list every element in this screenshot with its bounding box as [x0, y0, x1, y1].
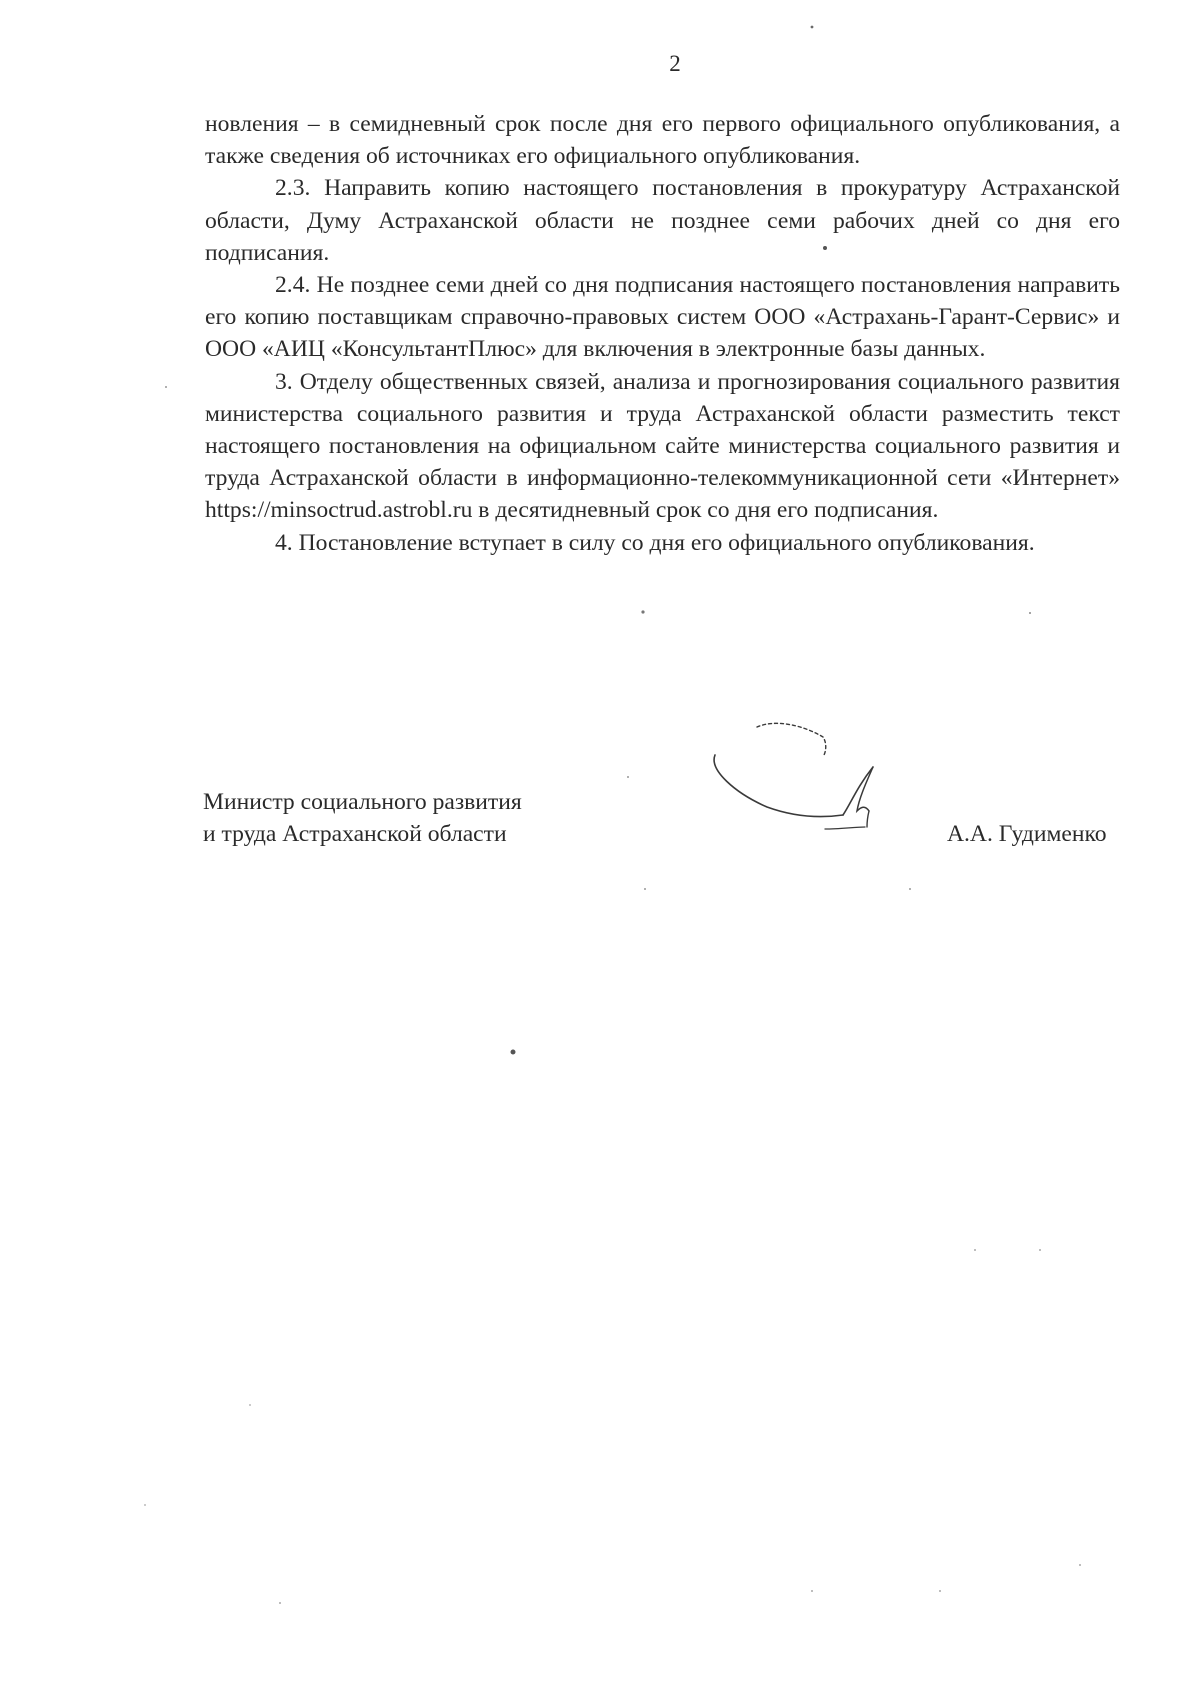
signer-name: А.А. Гудименко — [947, 821, 1107, 847]
signer-position-line-1: Министр социального развития — [203, 789, 522, 815]
paragraph-2-3: 2.3. Направить копию настоящего постановления в прокуратуру Астраханской области, Думу Астраханской области не позднее семи рабочих дней со дня его подписания. — [205, 175, 1120, 266]
paragraph-2-4: 2.4. Не позднее семи дней со дня подписания настоящего постановления направить его копию поставщикам справочно-правовых систем ООО «Астрахань-Гарант-Сервис» и ООО «АИЦ «КонсультантПлюс» для включения в электронные базы данных. — [205, 272, 1120, 363]
page-number: 2 — [669, 51, 681, 76]
signer-position — [203, 786, 522, 850]
handwritten-signature — [705, 715, 885, 840]
paragraph-publication-continuation: новления – в семидневный срок после дня его первого официального опубликования, а также сведения об источниках его официального опубликования. — [205, 111, 1120, 170]
document-body — [205, 108, 1120, 559]
paragraph-4: 4. Постановление вступает в силу со дня его официального опубликования. — [275, 529, 1035, 556]
paragraph-3: 3. Отделу общественных связей, анализа и прогнозирования социального развития министерства социального развития и труда Астраханской области разместить текст настоящего постановления на официальном сайте министерства социального развития и труда Астраханской области в информационно-телекоммуникационной сети «Интернет» https://minsoctrud.astrobl.ru в десятидневный срок со дня его подписания. — [205, 368, 1120, 524]
signer-position-line-2: и труда Астраханской области — [203, 821, 507, 847]
